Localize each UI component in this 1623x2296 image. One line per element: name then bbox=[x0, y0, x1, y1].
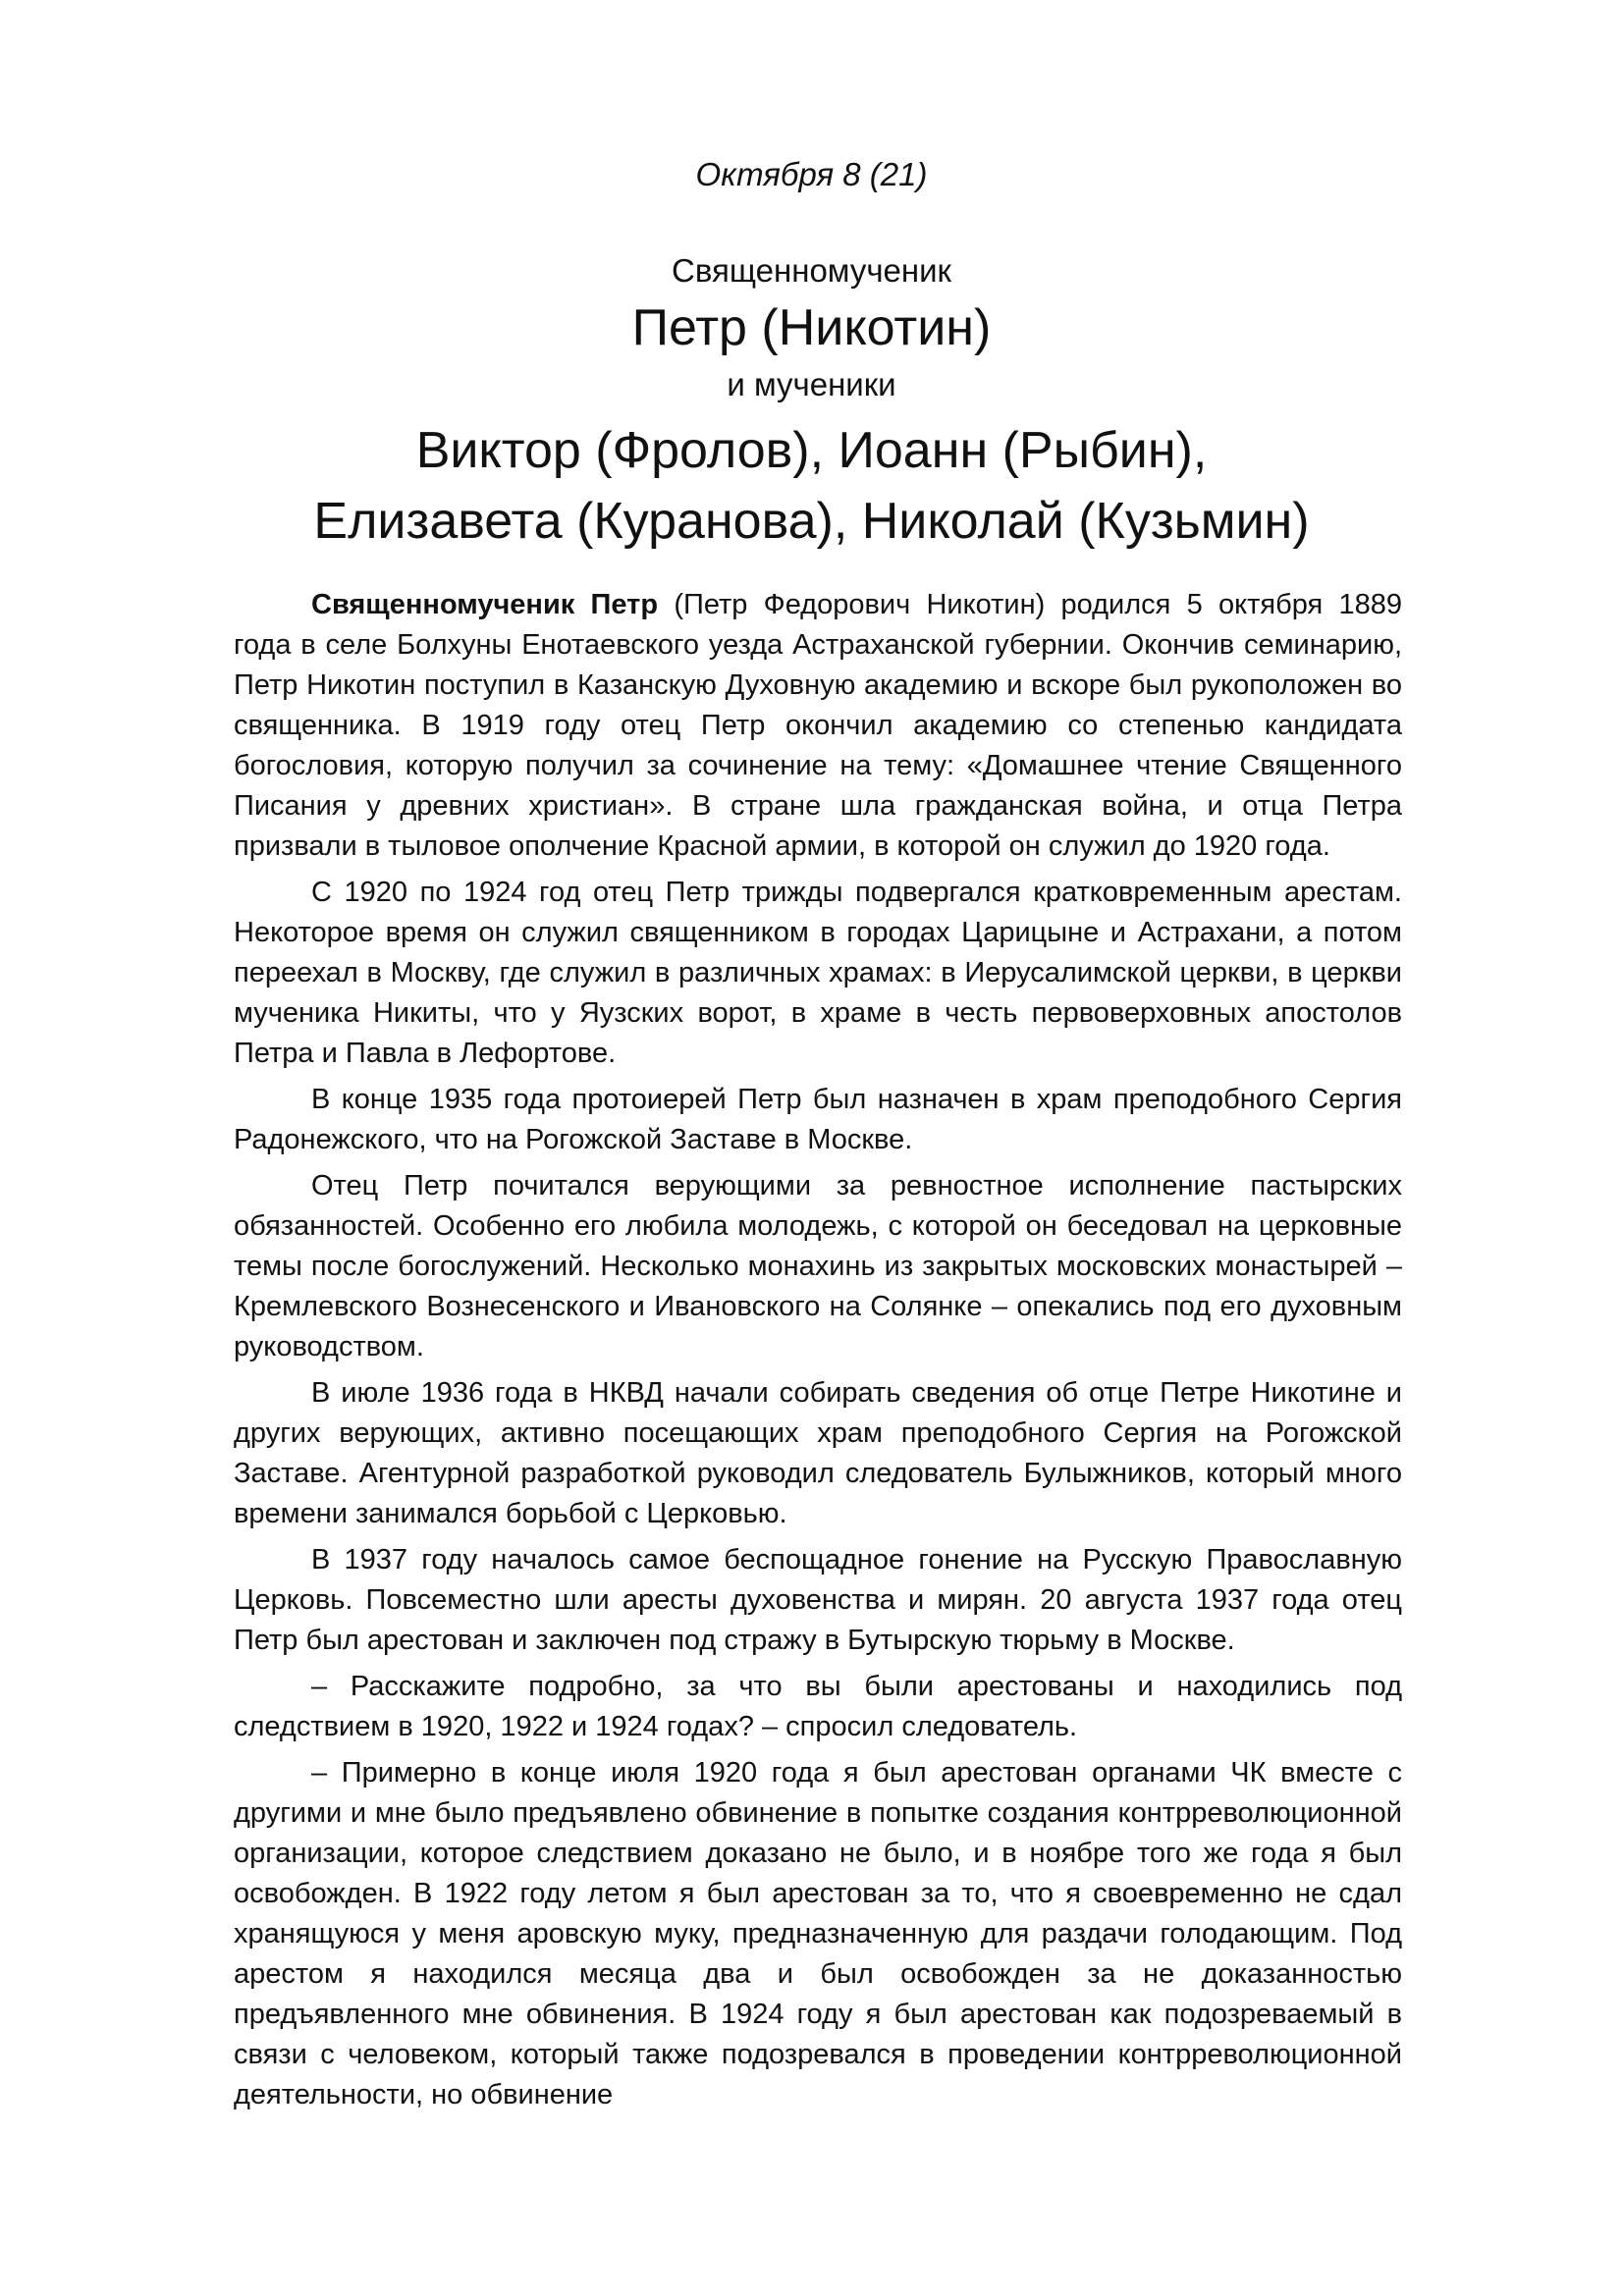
title-conjunction: и мученики bbox=[727, 366, 896, 402]
paragraph-5: В июле 1936 года в НКВД начали собирать сведения об отце Петре Никотине и других верующих, активно посещающих храм преподобного Сергия на Рогожской Заставе. Агентурной разработкой руководил следователь Булыжников, который много времени занимался борьбой с Церковью. bbox=[234, 1377, 1402, 1529]
paragraph-2: С 1920 по 1924 год отец Петр трижды подвергался кратковременным арестам. Некоторое время он служил священником в городах Царицыне и Астрахани, а потом переехал в Москву, где служил в различных храмах: в Иерусалимской церкви, в церкви мученика Никиты, что у Яузских ворот, в храме в честь первоверховных апостолов Петра и Павла в Лефортове. bbox=[234, 877, 1402, 1069]
paragraph-8: – Примерно в конце июля 1920 года я был арестован органами ЧК вместе с другими и мне было предъявлено обвинение в попытке создания контрреволюционной организации, которое следствием доказано не было, и в ноябре того же года я был освобожден. В 1922 году летом я был арестован за то, что я своевременно не сдал хранящуюся у меня аровскую муку, предназначенную для раздачи голодающим. Под арестом я находился месяца два и был освобожден за не доказанностью предъявленного мне обвинения. В 1924 году я был арестован как подозреваемый в связи с человеком, который также подозревался в проведении контрреволюционной деятельности, но обвинение bbox=[234, 1757, 1402, 2110]
title-martyrs-line-1: Виктор (Фролов), Иоанн (Рыбин), bbox=[415, 422, 1208, 479]
paragraph-3: В конце 1935 года протоиерей Петр был назначен в храм преподобного Сергия Радонежского, что на Рогожской Заставе в Москве. bbox=[234, 1084, 1402, 1155]
paragraph-1-rest: (Петр Федорович Никотин) родился 5 октября 1889 года в селе Болхуны Енотаевского уезда Астраханской губернии. Окончив семинарию, Петр Никотин поступил в Казанскую Духовную академию и вскоре был рукоположен во священника. В 1919 году отец Петр окончил академию со степенью кандидата богословия, которую получил за сочинение на тему: «Домашнее чтение Священного Писания у древних христиан». В стране шла гражданская война, и отца Петра призвали в тыловое ополчение Красной армии, в которой он служил до 1920 года. bbox=[234, 589, 1403, 862]
paragraph-7: – Расскажите подробно, за что вы были арестованы и находились под следствием в 1920, 1922 и 1924 годах? – спросил следователь. bbox=[234, 1671, 1402, 1742]
title-martyrs-line-2: Елизавета (Куранова), Николай (Кузьмин) bbox=[313, 493, 1310, 550]
paragraph-1 bbox=[234, 585, 1402, 867]
title-rank: Священномученик bbox=[672, 252, 951, 289]
paragraph-4: Отец Петр почитался верующими за ревностное исполнение пастырских обязанностей. Особенно его любила молодежь, с которой он беседовал на церковные темы после богослужений. Несколько монахинь из закрытых московских монастырей – Кремлевского Вознесенского и Ивановского на Солянке – опекались под его духовным руководством. bbox=[234, 1170, 1402, 1362]
body-text bbox=[234, 585, 1402, 2115]
page-date-header: Октября 8 (21) bbox=[695, 156, 928, 192]
paragraph-6: В 1937 году началось самое беспощадное гонение на Русскую Православную Церковь. Повсеместно шли аресты духовенства и мирян. 20 августа 1937 года отец Петр был арестован и заключен под стражу в Бутырскую тюрьму в Москве. bbox=[234, 1544, 1402, 1656]
title-block bbox=[0, 250, 1623, 557]
title-main-name: Петр (Никотин) bbox=[631, 299, 992, 356]
paragraph-1-lead: Священномученик Петр bbox=[311, 589, 659, 620]
